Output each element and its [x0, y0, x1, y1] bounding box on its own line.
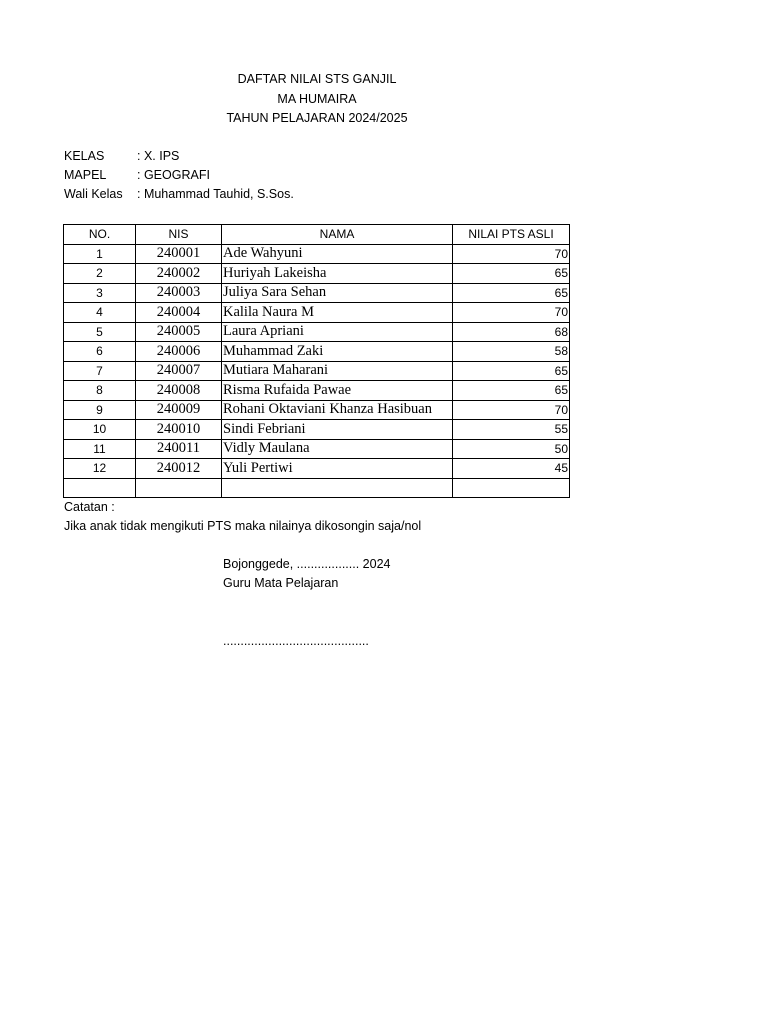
- cell-nis: 240007: [136, 361, 222, 381]
- cell-no: 6: [64, 342, 136, 362]
- cell-no: 3: [64, 283, 136, 303]
- table-row: [64, 303, 570, 323]
- column-header-no: NO.: [64, 225, 136, 245]
- kelas-value: : X. IPS: [137, 149, 180, 163]
- column-header-nilai: NILAI PTS ASLI: [453, 225, 570, 245]
- cell-nis: 240001: [136, 244, 222, 264]
- cell-no: 2: [64, 264, 136, 284]
- cell-nis: 240008: [136, 381, 222, 401]
- school-name: MA HUMAIRA: [277, 92, 357, 106]
- cell-no: 9: [64, 400, 136, 420]
- cell-nama: Kalila Naura M: [222, 303, 453, 323]
- column-header-nis: NIS: [136, 225, 222, 245]
- cell-nama: Rohani Oktaviani Khanza Hasibuan: [222, 400, 453, 420]
- empty-cell: [453, 478, 570, 498]
- table-row: [64, 381, 570, 401]
- cell-no: 1: [64, 244, 136, 264]
- cell-nilai: 65: [453, 361, 570, 381]
- table-row: [64, 264, 570, 284]
- kelas-label: KELAS: [64, 149, 105, 163]
- cell-nis: 240009: [136, 400, 222, 420]
- cell-nilai: 70: [453, 244, 570, 264]
- cell-nama: Juliya Sara Sehan: [222, 283, 453, 303]
- table-row: [64, 400, 570, 420]
- cell-nama: Laura Apriani: [222, 322, 453, 342]
- cell-nis: 240012: [136, 459, 222, 479]
- cell-no: 4: [64, 303, 136, 323]
- empty-cell: [64, 478, 136, 498]
- cell-nilai: 45: [453, 459, 570, 479]
- empty-cell: [136, 478, 222, 498]
- document-title: DAFTAR NILAI STS GANJIL: [237, 72, 397, 86]
- cell-nis: 240011: [136, 439, 222, 459]
- signature-place-date: Bojonggede, .................. 2024: [223, 557, 391, 571]
- wali-kelas-value: : Muhammad Tauhid, S.Sos.: [137, 187, 294, 201]
- cell-nama: Ade Wahyuni: [222, 244, 453, 264]
- cell-no: 10: [64, 420, 136, 440]
- table-row: [64, 342, 570, 362]
- cell-nama: Yuli Pertiwi: [222, 459, 453, 479]
- cell-nama: Sindi Febriani: [222, 420, 453, 440]
- cell-nis: 240005: [136, 322, 222, 342]
- notes-text: Jika anak tidak mengikuti PTS maka nilainya dikosongin saja/nol: [64, 519, 422, 533]
- cell-nilai: 65: [453, 381, 570, 401]
- table-row: [64, 322, 570, 342]
- mapel-label: MAPEL: [64, 168, 107, 182]
- cell-nis: 240003: [136, 283, 222, 303]
- cell-nilai: 55: [453, 420, 570, 440]
- cell-nama: Vidly Maulana: [222, 439, 453, 459]
- cell-nilai: 70: [453, 400, 570, 420]
- cell-nilai: 58: [453, 342, 570, 362]
- empty-cell: [222, 478, 453, 498]
- cell-nama: Huriyah Lakeisha: [222, 264, 453, 284]
- table-row: [64, 361, 570, 381]
- cell-nis: 240006: [136, 342, 222, 362]
- table-row-empty: [64, 478, 570, 498]
- cell-nilai: 65: [453, 264, 570, 284]
- signature-name-line: ..........................................: [223, 634, 369, 648]
- cell-nilai: 65: [453, 283, 570, 303]
- table-row: [64, 244, 570, 264]
- cell-nama: Muhammad Zaki: [222, 342, 453, 362]
- table-header-row: [64, 225, 570, 245]
- cell-nama: Mutiara Maharani: [222, 361, 453, 381]
- column-header-nama: NAMA: [222, 225, 453, 245]
- cell-no: 8: [64, 381, 136, 401]
- cell-nilai: 68: [453, 322, 570, 342]
- grades-table: [63, 224, 570, 498]
- cell-no: 11: [64, 439, 136, 459]
- mapel-value: : GEOGRAFI: [137, 168, 210, 182]
- cell-nis: 240010: [136, 420, 222, 440]
- cell-nama: Risma Rufaida Pawae: [222, 381, 453, 401]
- table-row: [64, 459, 570, 479]
- cell-no: 5: [64, 322, 136, 342]
- table-row: [64, 439, 570, 459]
- table-row: [64, 420, 570, 440]
- cell-nis: 240002: [136, 264, 222, 284]
- cell-no: 12: [64, 459, 136, 479]
- cell-nilai: 70: [453, 303, 570, 323]
- cell-no: 7: [64, 361, 136, 381]
- cell-nilai: 50: [453, 439, 570, 459]
- wali-kelas-label: Wali Kelas: [64, 187, 123, 201]
- notes-label: Catatan :: [64, 500, 115, 514]
- academic-year: TAHUN PELAJARAN 2024/2025: [226, 111, 408, 125]
- signature-role: Guru Mata Pelajaran: [223, 576, 339, 590]
- table-row: [64, 283, 570, 303]
- cell-nis: 240004: [136, 303, 222, 323]
